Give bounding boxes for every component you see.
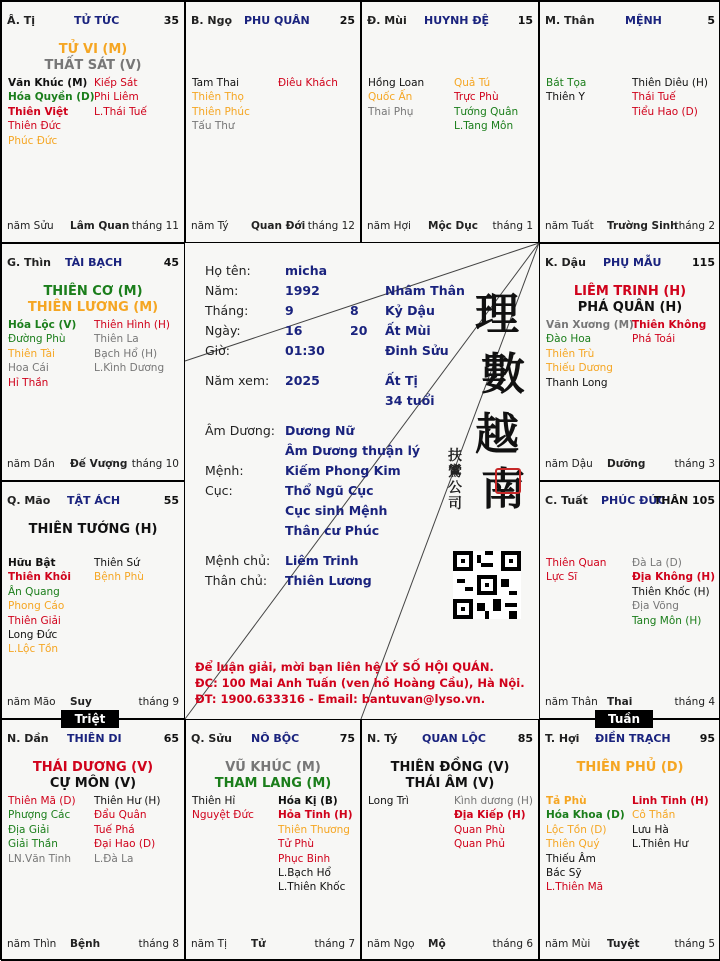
thanchu-value: Thiên Lương bbox=[285, 573, 372, 588]
star-item: Thiên Quan bbox=[546, 557, 607, 569]
branch-label: Â. Tị bbox=[7, 14, 35, 27]
palace-header bbox=[545, 14, 715, 30]
star-item: Địa Kiếp (H) bbox=[454, 809, 526, 822]
star-item: Thanh Long bbox=[546, 376, 608, 389]
star-item: Thiếu Dương bbox=[546, 362, 613, 375]
year-label: năm Thân bbox=[545, 696, 598, 708]
stage-label: Tuyệt bbox=[607, 938, 640, 950]
star-item: Đường Phù bbox=[8, 333, 66, 346]
main-star: THẤT SÁT (V) bbox=[44, 58, 142, 73]
main-stars bbox=[540, 284, 720, 316]
star-item: Long Trì bbox=[368, 795, 409, 807]
palace-name: TÀI BẠCH bbox=[65, 256, 123, 269]
palace-footer bbox=[7, 220, 179, 234]
age-label: 85 bbox=[517, 732, 533, 745]
star-item: Phục Binh bbox=[278, 852, 331, 865]
day-label: Ngày: bbox=[205, 323, 241, 338]
star-item: Thiên Tài bbox=[8, 347, 55, 360]
contact-line-1: Để luận giải, mời bạn liên hệ LÝ SỐ HỘI QUÁN. bbox=[195, 660, 494, 674]
year-label: Năm: bbox=[205, 283, 239, 298]
year-label: năm Tị bbox=[191, 938, 227, 950]
star-item: Thiên Khốc (H) bbox=[632, 585, 710, 598]
star-item: Tang Môn (H) bbox=[632, 614, 702, 627]
star-item: Quan Phù bbox=[454, 823, 505, 836]
palace-header bbox=[545, 732, 715, 748]
palace-footer bbox=[545, 938, 715, 952]
main-stars bbox=[2, 522, 184, 538]
stage-label: Đế Vượng bbox=[70, 458, 128, 470]
branch-label: N. Tý bbox=[367, 732, 398, 745]
age-label: 35 bbox=[163, 14, 179, 27]
star-item: Tướng Quân bbox=[454, 105, 519, 118]
star-item: Đào Hoa bbox=[546, 333, 592, 346]
right-stars bbox=[454, 794, 533, 852]
palace-name: TỬ TỨC bbox=[74, 14, 120, 27]
view-age: 34 tuổi bbox=[385, 393, 435, 408]
star-item: Đẩu Quân bbox=[94, 809, 147, 822]
hour-can: Đinh Sửu bbox=[385, 343, 449, 358]
star-item: Thiên Y bbox=[546, 91, 585, 104]
star-item: Hỏa Tinh (H) bbox=[278, 809, 353, 822]
palace-name: NÔ BỘC bbox=[251, 732, 300, 745]
palace-footer bbox=[367, 938, 533, 952]
contact-line-2: ĐC: 100 Mai Anh Tuấn (ven hồ Hoàng Cầu), Hà Nội. bbox=[195, 676, 525, 690]
main-star: THÁI ÂM (V) bbox=[405, 776, 495, 791]
age-label: 45 bbox=[163, 256, 179, 269]
star-item: L.Thiên Hư bbox=[632, 838, 689, 851]
star-item: Thiên Thọ bbox=[192, 91, 244, 104]
month-label: tháng 7 bbox=[314, 938, 355, 950]
right-stars bbox=[632, 794, 709, 852]
right-stars bbox=[278, 76, 338, 90]
star-item: Phá Toái bbox=[632, 333, 676, 346]
branch-label: Q. Mão bbox=[7, 494, 51, 507]
age-label: 115 bbox=[692, 256, 715, 269]
year-can: Nhâm Thân bbox=[385, 283, 465, 298]
star-item: Thiên Giải bbox=[8, 614, 61, 627]
palace-header bbox=[367, 732, 533, 748]
palace-name: PHỤ MẪU bbox=[603, 256, 662, 269]
star-item: Đại Hao (D) bbox=[94, 838, 156, 851]
star-item: Phi Liêm bbox=[94, 91, 139, 104]
star-item: Tuế Phá bbox=[94, 823, 135, 836]
star-item: Thiên Hình (H) bbox=[94, 319, 170, 331]
than-cu: Thân cư Phúc bbox=[285, 523, 380, 538]
star-item: Phong Cáo bbox=[8, 600, 65, 613]
palace-name: PHÚC ĐỨC bbox=[601, 494, 666, 507]
star-item: L.Thiên Khốc bbox=[278, 881, 346, 894]
year-label: năm Tý bbox=[191, 220, 229, 232]
palace-footer bbox=[7, 696, 179, 710]
year-label: năm Tuất bbox=[545, 220, 594, 232]
star-item: Thiên La bbox=[94, 333, 139, 346]
star-item: Linh Tinh (H) bbox=[632, 795, 709, 807]
star-item: Đà La (D) bbox=[632, 557, 682, 569]
branch-label: K. Dậu bbox=[545, 256, 586, 269]
right-stars bbox=[94, 76, 147, 119]
branch-label: T. Hợi bbox=[545, 732, 580, 745]
menh-value: Kiếm Phong Kim bbox=[285, 463, 401, 478]
star-item: Tử Phù bbox=[278, 838, 315, 851]
left-stars bbox=[368, 76, 424, 119]
year-label: năm Mão bbox=[7, 696, 56, 708]
left-stars bbox=[192, 76, 250, 134]
star-item: Thái Tuế bbox=[632, 91, 676, 104]
seal-char-2: 鸞 bbox=[448, 464, 462, 480]
palace-footer bbox=[367, 220, 533, 234]
star-item: Địa Không (H) bbox=[632, 571, 715, 584]
star-item: Bạch Hổ (H) bbox=[94, 347, 158, 360]
calligraphy-char-1: 理 bbox=[475, 289, 519, 340]
month-label: tháng 1 bbox=[492, 220, 533, 232]
palace-header bbox=[7, 256, 179, 272]
menhchu-label: Mệnh chủ: bbox=[205, 553, 271, 568]
star-item: L.Tang Môn bbox=[454, 120, 514, 133]
year-value: 1992 bbox=[285, 283, 320, 298]
star-item: Thiên Khôi bbox=[8, 571, 71, 584]
star-item: Thiên Không bbox=[632, 319, 707, 331]
month-label: tháng 10 bbox=[131, 458, 179, 470]
age-label: THÂN 105 bbox=[653, 494, 715, 507]
star-item: Lực Sĩ bbox=[546, 571, 578, 584]
stage-label: Lâm Quan bbox=[70, 220, 130, 232]
star-item: Hỉ Thần bbox=[8, 376, 49, 389]
day-lunar: 20 bbox=[350, 323, 368, 338]
seal-char-3: 公 bbox=[448, 480, 462, 496]
palace-footer bbox=[191, 938, 355, 952]
right-stars bbox=[94, 556, 144, 585]
palace-header bbox=[545, 256, 715, 272]
month-can: Kỷ Dậu bbox=[385, 303, 435, 318]
calligraphy-char-2: 數 bbox=[481, 349, 525, 400]
left-stars bbox=[8, 318, 76, 390]
main-star: VŨ KHÚC (M) bbox=[225, 760, 321, 775]
age-label: 15 bbox=[517, 14, 533, 27]
palace-footer bbox=[7, 938, 179, 952]
main-star: THAM LANG (M) bbox=[214, 776, 332, 791]
thanchu-label: Thân chủ: bbox=[205, 573, 268, 588]
age-label: 75 bbox=[339, 732, 355, 745]
main-star: PHÁ QUÂN (H) bbox=[577, 300, 683, 315]
star-item: Thiên Hư (H) bbox=[94, 795, 161, 807]
star-item: Thiên Trù bbox=[546, 347, 595, 360]
year-label: năm Sửu bbox=[7, 220, 54, 232]
palace-cell-dau bbox=[539, 243, 720, 481]
cuc-value: Thổ Ngũ Cục bbox=[285, 483, 374, 498]
left-stars bbox=[546, 318, 634, 390]
view-year-can: Ất Tị bbox=[385, 373, 418, 388]
palace-cell-ngo bbox=[185, 1, 361, 243]
star-item: Thiếu Âm bbox=[546, 852, 596, 865]
branch-label: Q. Sửu bbox=[191, 732, 232, 745]
menh-label: Mệnh: bbox=[205, 463, 244, 478]
palace-name: TẬT ÁCH bbox=[67, 494, 121, 507]
month-label: tháng 3 bbox=[674, 458, 715, 470]
main-star: LIÊM TRINH (H) bbox=[573, 284, 687, 299]
seal-char-4: 司 bbox=[448, 496, 462, 512]
star-item: Thiên Việt bbox=[8, 105, 69, 118]
menhchu-value: Liêm Trinh bbox=[285, 553, 359, 568]
palace-name: PHU QUÂN bbox=[244, 14, 310, 27]
star-item: Bệnh Phù bbox=[94, 571, 144, 584]
name-label: Họ tên: bbox=[205, 263, 251, 278]
main-star: THÁI DƯƠNG (V) bbox=[32, 760, 154, 775]
palace-name: ĐIỀN TRẠCH bbox=[595, 732, 671, 745]
star-item: Văn Khúc (M) bbox=[8, 77, 88, 89]
palace-name: HUYNH ĐỆ bbox=[424, 14, 490, 27]
palace-name: THIÊN DI bbox=[67, 732, 122, 745]
palace-header bbox=[7, 494, 179, 510]
star-item: Kình dương (H) bbox=[454, 795, 533, 807]
star-item: Quốc Ấn bbox=[368, 91, 413, 104]
star-item: L.Bạch Hổ bbox=[278, 866, 331, 879]
palace-cell-ty2 bbox=[361, 719, 539, 961]
main-star: TỬ VI (M) bbox=[58, 42, 128, 57]
main-star: THIÊN LƯƠNG (M) bbox=[27, 300, 159, 315]
year-label: năm Dậu bbox=[545, 458, 593, 470]
day-can: Ất Mùi bbox=[385, 323, 431, 338]
month-label: tháng 8 bbox=[138, 938, 179, 950]
month-label: tháng 4 bbox=[674, 696, 715, 708]
left-stars bbox=[8, 556, 71, 657]
left-stars bbox=[546, 76, 586, 105]
star-item: L.Thiên Mã bbox=[546, 881, 604, 894]
star-item: Thiên Thương bbox=[278, 823, 350, 836]
star-item: Ân Quang bbox=[8, 585, 60, 598]
palace-header bbox=[545, 494, 715, 510]
right-stars bbox=[632, 318, 706, 347]
star-item: Địa Giải bbox=[8, 823, 50, 836]
main-stars bbox=[2, 760, 184, 792]
year-label: năm Ngọ bbox=[367, 938, 415, 950]
calligraphy-char-4: 南 bbox=[481, 464, 525, 515]
left-stars bbox=[8, 794, 76, 866]
palace-cell-dan bbox=[1, 719, 185, 961]
branch-label: M. Thân bbox=[545, 14, 595, 27]
hour-value: 01:30 bbox=[285, 343, 325, 358]
stage-label: Trường Sinh bbox=[607, 220, 678, 232]
main-star: THIÊN ĐỒNG (V) bbox=[390, 760, 510, 775]
main-stars bbox=[2, 284, 184, 316]
stage-label: Mộc Dục bbox=[428, 220, 478, 232]
star-item: L.Đà La bbox=[94, 852, 134, 865]
star-item: Thiên Mã (D) bbox=[8, 795, 76, 807]
star-item: Tam Thai bbox=[192, 77, 240, 89]
hour-label: Giờ: bbox=[205, 343, 231, 358]
star-item: LN.Văn Tinh bbox=[8, 852, 71, 865]
month-label: tháng 6 bbox=[492, 938, 533, 950]
star-item: Hồng Loan bbox=[368, 77, 425, 89]
star-item: Kiếp Sát bbox=[94, 77, 138, 89]
stage-label: Mộ bbox=[428, 938, 446, 950]
stage-label: Bệnh bbox=[70, 938, 101, 950]
star-item: Nguyệt Đức bbox=[192, 809, 254, 822]
palace-header bbox=[7, 14, 179, 30]
star-item: Thiên Hỉ bbox=[192, 795, 236, 807]
star-item: Quan Phủ bbox=[454, 838, 505, 851]
star-item: Địa Võng bbox=[632, 600, 679, 613]
triet-tag: Triệt bbox=[61, 710, 119, 728]
day-value: 16 bbox=[285, 323, 303, 338]
amduong-value: Dương Nữ bbox=[285, 423, 355, 438]
star-item: Tiểu Hao (D) bbox=[632, 105, 698, 118]
left-stars bbox=[192, 794, 254, 823]
age-label: 55 bbox=[163, 494, 179, 507]
age-label: 65 bbox=[163, 732, 179, 745]
palace-header bbox=[367, 14, 533, 30]
palace-header bbox=[191, 14, 355, 30]
left-stars bbox=[546, 556, 606, 585]
palace-cell-mao bbox=[1, 481, 185, 719]
qr-code-icon[interactable] bbox=[453, 551, 521, 619]
palace-footer bbox=[545, 458, 715, 472]
branch-label: B. Ngọ bbox=[191, 14, 233, 27]
right-stars bbox=[632, 76, 708, 119]
cuc-note: Cục sinh Mệnh bbox=[285, 503, 388, 518]
palace-cell-ty bbox=[1, 1, 185, 243]
star-item: Hóa Quyền (D) bbox=[8, 91, 95, 104]
view-year-value: 2025 bbox=[285, 373, 320, 388]
stage-label: Thai bbox=[607, 696, 633, 708]
palace-name: MỆNH bbox=[625, 14, 662, 27]
stage-label: Quan Đới bbox=[251, 220, 306, 232]
palace-cell-mui bbox=[361, 1, 539, 243]
main-star: CỰ MÔN (V) bbox=[49, 776, 137, 791]
year-label: năm Mùi bbox=[545, 938, 591, 950]
star-item: Phượng Các bbox=[8, 809, 71, 822]
palace-cell-suu bbox=[185, 719, 361, 961]
main-stars bbox=[362, 760, 538, 792]
month-label: Tháng: bbox=[205, 303, 249, 318]
main-star: THIÊN PHỦ (D) bbox=[576, 760, 684, 775]
right-stars bbox=[94, 318, 170, 376]
branch-label: C. Tuất bbox=[545, 494, 588, 507]
star-item: Hóa Kị (B) bbox=[278, 795, 338, 807]
star-item: Giải Thần bbox=[8, 838, 58, 851]
star-item: Hoa Cái bbox=[8, 362, 49, 375]
star-item: Thai Phụ bbox=[368, 105, 414, 118]
right-stars bbox=[94, 794, 160, 866]
star-item: Bác Sỹ bbox=[546, 866, 582, 879]
star-item: Trực Phù bbox=[454, 91, 499, 104]
branch-label: Đ. Mùi bbox=[367, 14, 407, 27]
left-stars bbox=[8, 76, 95, 148]
star-item: Long Đức bbox=[8, 628, 58, 641]
seal-char-1: 扶 bbox=[448, 448, 462, 464]
year-label: năm Thìn bbox=[7, 938, 57, 950]
stage-label: Suy bbox=[70, 696, 92, 708]
right-stars bbox=[454, 76, 518, 134]
seal-text bbox=[448, 448, 464, 512]
month-label: tháng 9 bbox=[138, 696, 179, 708]
left-stars bbox=[368, 794, 409, 808]
year-label: năm Dần bbox=[7, 458, 55, 470]
right-stars bbox=[632, 556, 715, 628]
star-item: Cô Thần bbox=[632, 809, 676, 822]
star-item: Tả Phù bbox=[546, 795, 587, 807]
amduong-label: Âm Dương: bbox=[205, 423, 275, 438]
main-star: THIÊN TƯỚNG (H) bbox=[28, 522, 158, 537]
star-item: Thiên Đức bbox=[8, 120, 62, 133]
palace-footer bbox=[191, 220, 355, 234]
palace-cell-hoi bbox=[539, 719, 720, 961]
star-item: Tấu Thư bbox=[192, 120, 235, 133]
month-label: tháng 11 bbox=[131, 220, 179, 232]
contact-line-3: ĐT: 1900.633316 - Email: bantuvan@lyso.vn. bbox=[195, 692, 486, 706]
palace-cell-tuat bbox=[539, 481, 720, 719]
stage-label: Tử bbox=[251, 938, 266, 950]
month-label: tháng 5 bbox=[674, 938, 715, 950]
center-panel bbox=[185, 243, 539, 719]
star-item: Lưu Hà bbox=[632, 823, 669, 836]
star-item: Hóa Khoa (D) bbox=[546, 809, 625, 822]
star-item: Quả Tú bbox=[454, 77, 491, 89]
cuc-label: Cục: bbox=[205, 483, 233, 498]
branch-label: N. Dần bbox=[7, 732, 49, 745]
palace-header bbox=[7, 732, 179, 748]
star-item: Điêu Khách bbox=[278, 77, 338, 89]
left-stars bbox=[546, 794, 625, 895]
star-item: Văn Xương (M) bbox=[546, 319, 634, 331]
palace-footer bbox=[545, 220, 715, 234]
star-item: Thiên Quý bbox=[546, 838, 600, 851]
star-item: Lộc Tồn (D) bbox=[546, 823, 607, 836]
star-item: L.Lộc Tồn bbox=[8, 643, 59, 656]
tuan-tag: Tuần bbox=[595, 710, 653, 728]
main-stars bbox=[186, 760, 360, 792]
star-item: Hóa Lộc (V) bbox=[8, 319, 77, 331]
month-lunar: 8 bbox=[350, 303, 359, 318]
palace-cell-than bbox=[539, 1, 720, 243]
main-stars bbox=[540, 760, 720, 776]
month-value: 9 bbox=[285, 303, 294, 318]
star-item: Hữu Bật bbox=[8, 557, 56, 569]
seal-stamp-icon bbox=[495, 468, 521, 494]
star-item: Thiên Diêu (H) bbox=[632, 77, 708, 89]
star-item: L.Thái Tuế bbox=[94, 105, 147, 118]
main-star: THIÊN CƠ (M) bbox=[43, 284, 143, 299]
right-stars bbox=[278, 794, 353, 895]
age-label: 95 bbox=[699, 732, 715, 745]
stage-label: Dưỡng bbox=[607, 458, 646, 470]
star-item: L.Kình Dương bbox=[94, 362, 165, 375]
star-item: Phúc Đức bbox=[8, 134, 58, 147]
palace-footer bbox=[7, 458, 179, 472]
palace-name: QUAN LỘC bbox=[422, 732, 486, 745]
month-label: tháng 2 bbox=[674, 220, 715, 232]
view-year-label: Năm xem: bbox=[205, 373, 270, 388]
main-stars bbox=[2, 42, 184, 74]
age-label: 25 bbox=[339, 14, 355, 27]
year-label: năm Hợi bbox=[367, 220, 411, 232]
age-label: 5 bbox=[707, 14, 715, 27]
calligraphy-char-3: 越 bbox=[475, 409, 519, 460]
branch-label: G. Thìn bbox=[7, 256, 51, 269]
month-label: tháng 12 bbox=[307, 220, 355, 232]
star-item: Thiên Phúc bbox=[192, 105, 250, 118]
palace-header bbox=[191, 732, 355, 748]
palace-footer bbox=[545, 696, 715, 710]
palace-cell-thin bbox=[1, 243, 185, 481]
star-item: Bát Tọa bbox=[546, 77, 587, 89]
name-value: micha bbox=[285, 263, 328, 278]
amduong-note: Âm Dương thuận lý bbox=[285, 443, 421, 458]
star-item: Thiên Sứ bbox=[94, 557, 140, 569]
